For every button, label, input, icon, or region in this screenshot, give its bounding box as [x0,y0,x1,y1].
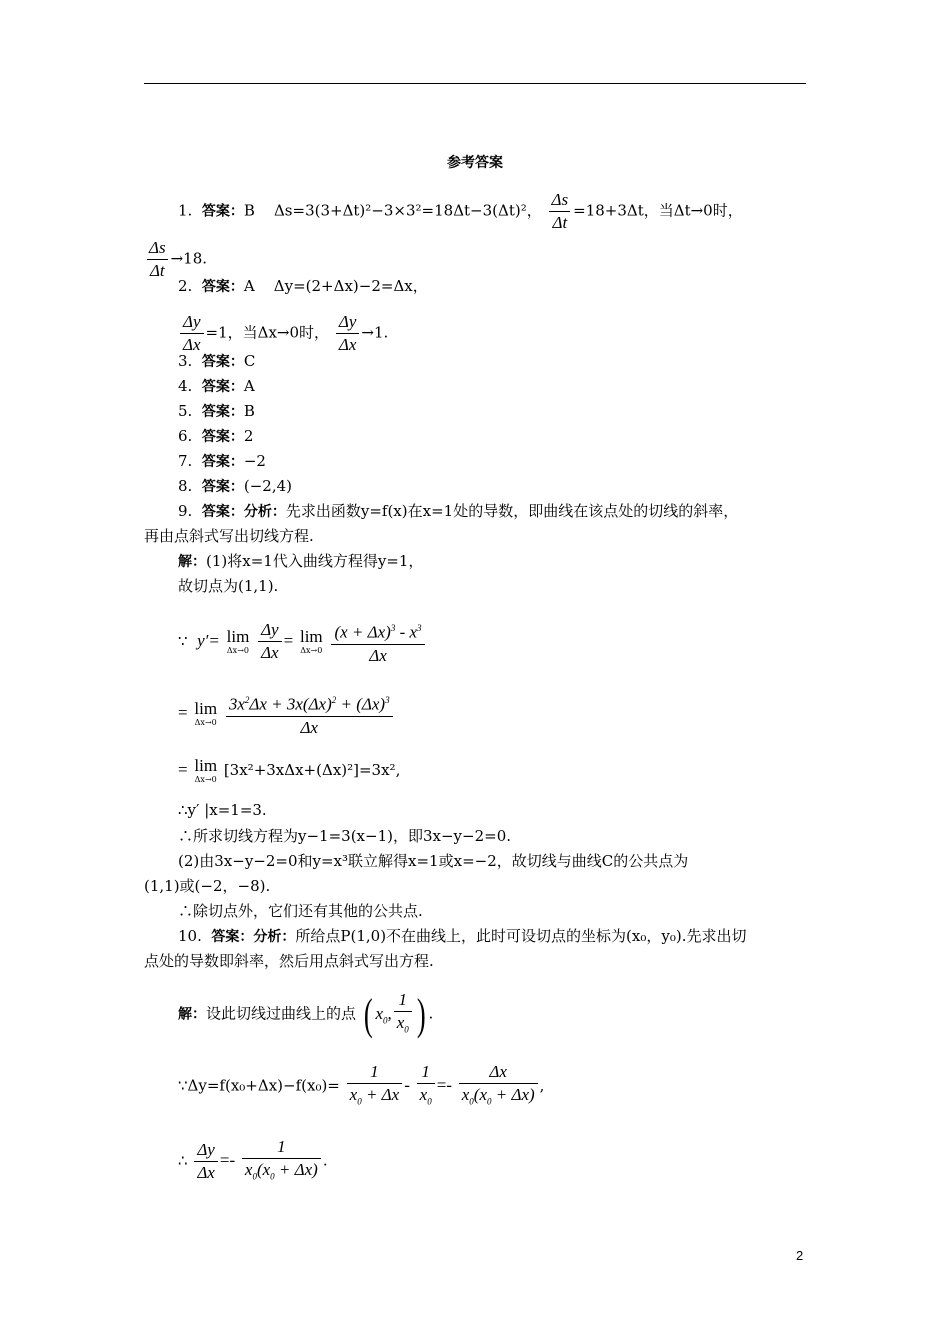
page-number: 2 [796,1248,804,1263]
answer-1-cont: $\frac{\Delta s}{\Delta t}$ →18. [144,238,207,281]
answer-2: 2. 答案：A Δy=(2+Δx)−2=Δx， [178,277,428,295]
derivative-limit: = lim Δx→0 [3x²+3xΔx+(Δx)²]=3x², [178,756,401,784]
answer-7: 7. 答案：−2 [178,452,266,470]
answer-2-cont: $\frac{\Delta y}{\Delta x}$ =1，当Δx→0时， $\frac{\Delta y}{\Delta x}$ →1. [178,312,388,355]
solution-9-step5: (2)由3x−y−2=0和y=x³联立解得x=1或x=−2，故切线与曲线C的公共点为 [178,852,689,870]
page-title: 参考答案 [447,155,503,171]
answer-10: 10. 答案：分析：所给点P(1,0)不在曲线上，此时可设切点的坐标为(x₀，y₀).先求出切 [178,927,747,945]
answer-1: 1. 答案：B Δs=3(3+Δt)²−3×3²=18Δt−3(Δt)²， $\frac{\Delta s}{\Delta t}$ =18+3Δt，当Δt→0时， [178,190,743,232]
derivative-definition: ∵ y′= lim Δx→0 $\frac{\Delta y}{\Delta x}$ = lim Δx→0 $\frac{(x + \Delta x)^3 - x^3}{\Delta x}$ [178,618,427,666]
solution-10-step3: ∴ $\frac{\Delta y}{\Delta x}$ =- $\frac{1}{x_0(x_0 + \Delta x)}$ . [178,1137,328,1186]
answer-9: 9. 答案：分析：先求出函数y=f(x)在x=1处的导数，即曲线在该点处的切线的斜率， [178,502,739,520]
solution-10-step2: ∵Δy=f(x₀+Δx)−f(x₀)= $\frac{1}{x_0 + \Delta x}$ - $\frac{1}{x_0}$ =- $\frac{\Delta x}{x_0(x_0 + \Delta x)}$ , [178,1062,544,1111]
solution-9-step4: ∴所求切线方程为y−1=3(x−1)，即3x−y−2=0. [178,827,512,845]
answer-8: 8. 答案：(−2,4) [178,477,292,495]
answer-5: 5. 答案：B [178,402,255,420]
derivative-expansion: = lim Δx→0 $\frac{3x^2\Delta x + 3x(\Delta x)^2 + (\Delta x)^3}{\Delta x}$ [178,690,395,738]
solution-9-step3: ∴y′ |x=1=3. [178,801,267,819]
answer-9-cont: 再由点斜式写出切线方程. [144,527,314,545]
solution-10-step1: 解：设此切线过曲线上的点 ( $x_0$, $\frac{1}{x_0}$ ) . [178,989,434,1039]
header-rule [144,83,806,84]
solution-9-step1: 解：(1)将x=1代入曲线方程得y=1， [178,552,424,570]
solution-9-step2: 故切点为(1,1). [178,577,279,595]
solution-9-step7: ∴除切点外，它们还有其他的公共点. [178,902,423,920]
answer-6: 6. 答案：2 [178,427,254,445]
answer-10-cont: 点处的导数即斜率，然后用点斜式写出方程. [144,952,434,970]
answer-3: 3. 答案：C [178,352,256,370]
solution-9-step6: (1,1)或(−2，−8). [144,877,271,895]
answer-4: 4. 答案：A [178,377,255,395]
